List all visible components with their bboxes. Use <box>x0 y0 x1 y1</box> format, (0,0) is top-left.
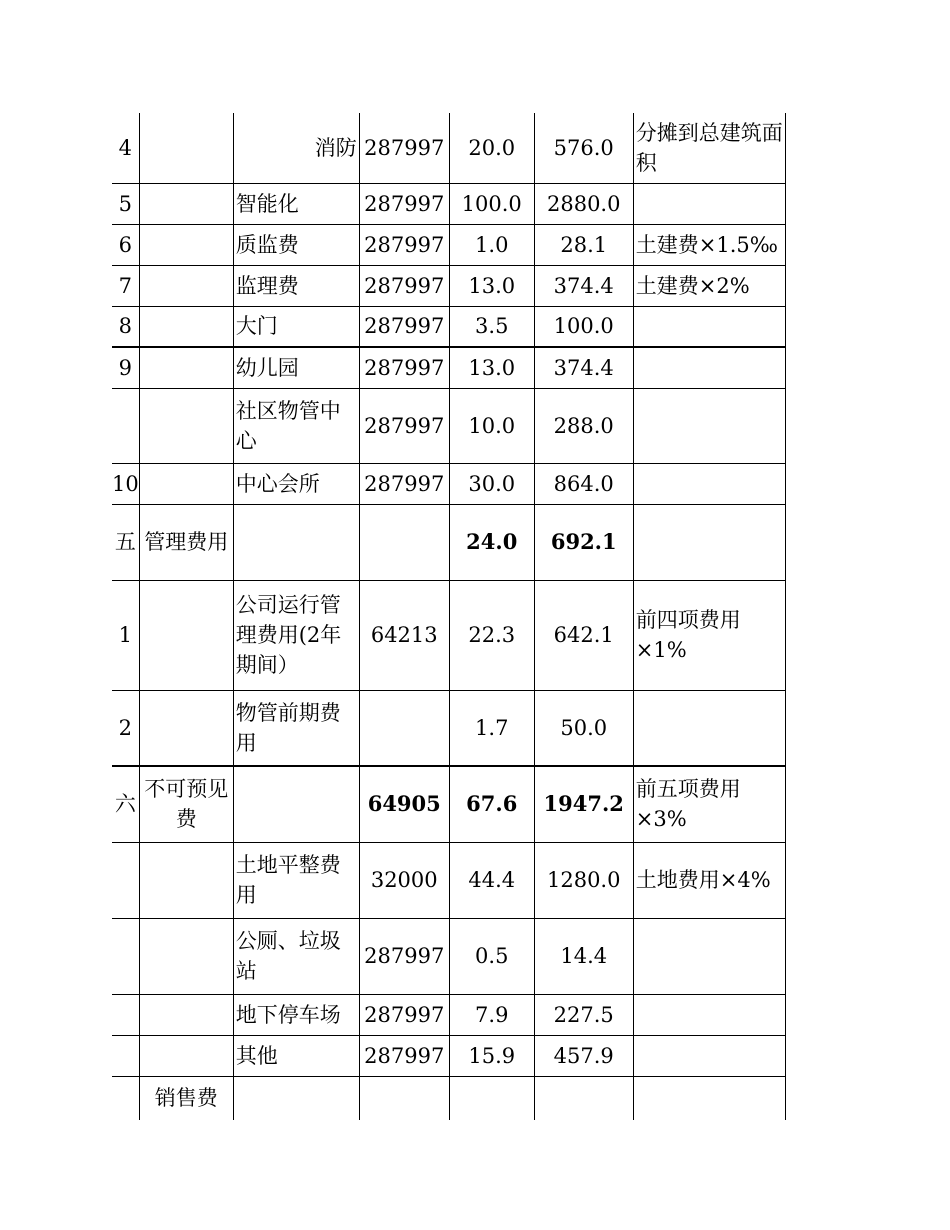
unit-cost-cell: 1.7 <box>449 690 534 766</box>
note-cell <box>633 994 785 1035</box>
area-cell: 64213 <box>359 580 449 690</box>
table-row <box>112 580 785 690</box>
row-number-cell: 2 <box>112 690 139 766</box>
item-name-cell: 其他 <box>233 1035 359 1076</box>
row-number-cell: 六 <box>112 766 139 842</box>
category-cell <box>139 580 233 690</box>
category-cell <box>139 183 233 224</box>
unit-cost-cell: 0.5 <box>449 918 534 994</box>
table-row <box>112 690 785 766</box>
total-cost-cell: 14.4 <box>534 918 633 994</box>
item-name-cell: 地下停车场 <box>233 994 359 1035</box>
item-name-cell: 公司运行管理费用(2年期间） <box>233 580 359 690</box>
item-name-cell <box>233 1076 359 1120</box>
category-cell: 销售费 <box>139 1076 233 1120</box>
item-name-cell: 中心会所 <box>233 463 359 504</box>
note-cell <box>633 347 785 388</box>
total-cost-cell: 457.9 <box>534 1035 633 1076</box>
cost-table <box>112 113 786 1120</box>
unit-cost-cell: 3.5 <box>449 306 534 347</box>
total-cost-cell: 2880.0 <box>534 183 633 224</box>
unit-cost-cell: 24.0 <box>449 504 534 580</box>
row-number-cell: 五 <box>112 504 139 580</box>
total-cost-cell <box>534 1076 633 1120</box>
row-number-cell <box>112 388 139 463</box>
area-cell: 287997 <box>359 1035 449 1076</box>
unit-cost-cell: 22.3 <box>449 580 534 690</box>
row-number-cell <box>112 1035 139 1076</box>
unit-cost-cell: 30.0 <box>449 463 534 504</box>
unit-cost-cell: 13.0 <box>449 347 534 388</box>
table-row <box>112 766 785 842</box>
row-number-cell: 9 <box>112 347 139 388</box>
category-cell <box>139 463 233 504</box>
item-name-cell: 土地平整费用 <box>233 842 359 918</box>
table-row <box>112 994 785 1035</box>
note-cell <box>633 1076 785 1120</box>
item-name-cell: 监理费 <box>233 265 359 306</box>
category-cell <box>139 265 233 306</box>
item-name-cell: 大门 <box>233 306 359 347</box>
item-name-cell: 幼儿园 <box>233 347 359 388</box>
item-name-cell: 消防 <box>233 113 359 183</box>
table-row <box>112 842 785 918</box>
area-cell: 287997 <box>359 347 449 388</box>
row-number-cell <box>112 918 139 994</box>
total-cost-cell: 692.1 <box>534 504 633 580</box>
area-cell: 287997 <box>359 994 449 1035</box>
area-cell: 287997 <box>359 113 449 183</box>
note-cell: 前五项费用×3% <box>633 766 785 842</box>
unit-cost-cell: 67.6 <box>449 766 534 842</box>
note-cell: 前四项费用×1% <box>633 580 785 690</box>
item-name-cell: 智能化 <box>233 183 359 224</box>
table-row <box>112 347 785 388</box>
table-row <box>112 504 785 580</box>
area-cell: 287997 <box>359 918 449 994</box>
total-cost-cell: 864.0 <box>534 463 633 504</box>
unit-cost-cell: 7.9 <box>449 994 534 1035</box>
table-row <box>112 388 785 463</box>
area-cell <box>359 1076 449 1120</box>
note-cell <box>633 1035 785 1076</box>
note-cell <box>633 183 785 224</box>
unit-cost-cell: 15.9 <box>449 1035 534 1076</box>
row-number-cell: 4 <box>112 113 139 183</box>
row-number-cell <box>112 1076 139 1120</box>
category-cell <box>139 994 233 1035</box>
total-cost-cell: 642.1 <box>534 580 633 690</box>
table-row <box>112 463 785 504</box>
note-cell <box>633 388 785 463</box>
total-cost-cell: 1947.2 <box>534 766 633 842</box>
note-cell <box>633 918 785 994</box>
row-number-cell <box>112 994 139 1035</box>
table-row <box>112 224 785 265</box>
note-cell <box>633 504 785 580</box>
total-cost-cell: 576.0 <box>534 113 633 183</box>
unit-cost-cell: 100.0 <box>449 183 534 224</box>
unit-cost-cell <box>449 1076 534 1120</box>
area-cell <box>359 504 449 580</box>
item-name-cell: 质监费 <box>233 224 359 265</box>
category-cell: 管理费用 <box>139 504 233 580</box>
note-cell: 分摊到总建筑面积 <box>633 113 785 183</box>
area-cell: 287997 <box>359 463 449 504</box>
table-row <box>112 918 785 994</box>
table-row <box>112 306 785 347</box>
row-number-cell: 1 <box>112 580 139 690</box>
category-cell <box>139 918 233 994</box>
row-number-cell: 10 <box>112 463 139 504</box>
row-number-cell: 7 <box>112 265 139 306</box>
category-cell <box>139 347 233 388</box>
note-cell <box>633 463 785 504</box>
unit-cost-cell: 10.0 <box>449 388 534 463</box>
total-cost-cell: 28.1 <box>534 224 633 265</box>
table-row <box>112 1035 785 1076</box>
unit-cost-cell: 20.0 <box>449 113 534 183</box>
area-cell <box>359 690 449 766</box>
area-cell: 287997 <box>359 183 449 224</box>
cost-table-body <box>112 113 785 1120</box>
note-cell <box>633 690 785 766</box>
unit-cost-cell: 44.4 <box>449 842 534 918</box>
item-name-cell: 社区物管中心 <box>233 388 359 463</box>
note-cell <box>633 306 785 347</box>
item-name-cell <box>233 766 359 842</box>
total-cost-cell: 288.0 <box>534 388 633 463</box>
area-cell: 287997 <box>359 224 449 265</box>
row-number-cell <box>112 842 139 918</box>
category-cell <box>139 842 233 918</box>
item-name-cell: 公厕、垃圾站 <box>233 918 359 994</box>
total-cost-cell: 374.4 <box>534 347 633 388</box>
total-cost-cell: 374.4 <box>534 265 633 306</box>
category-cell <box>139 388 233 463</box>
row-number-cell: 8 <box>112 306 139 347</box>
area-cell: 287997 <box>359 265 449 306</box>
category-cell <box>139 113 233 183</box>
cost-table-container <box>112 113 786 1120</box>
category-cell <box>139 690 233 766</box>
total-cost-cell: 227.5 <box>534 994 633 1035</box>
category-cell <box>139 306 233 347</box>
row-number-cell: 6 <box>112 224 139 265</box>
category-cell: 不可预见费 <box>139 766 233 842</box>
total-cost-cell: 50.0 <box>534 690 633 766</box>
table-row <box>112 183 785 224</box>
unit-cost-cell: 1.0 <box>449 224 534 265</box>
table-row <box>112 1076 785 1120</box>
item-name-cell <box>233 504 359 580</box>
row-number-cell: 5 <box>112 183 139 224</box>
area-cell: 32000 <box>359 842 449 918</box>
table-row <box>112 113 785 183</box>
item-name-cell: 物管前期费用 <box>233 690 359 766</box>
unit-cost-cell: 13.0 <box>449 265 534 306</box>
area-cell: 287997 <box>359 388 449 463</box>
note-cell: 土建费×2% <box>633 265 785 306</box>
category-cell <box>139 1035 233 1076</box>
note-cell: 土地费用×4% <box>633 842 785 918</box>
total-cost-cell: 100.0 <box>534 306 633 347</box>
area-cell: 287997 <box>359 306 449 347</box>
total-cost-cell: 1280.0 <box>534 842 633 918</box>
area-cell: 64905 <box>359 766 449 842</box>
note-cell: 土建费×1.5‰ <box>633 224 785 265</box>
category-cell <box>139 224 233 265</box>
table-row <box>112 265 785 306</box>
